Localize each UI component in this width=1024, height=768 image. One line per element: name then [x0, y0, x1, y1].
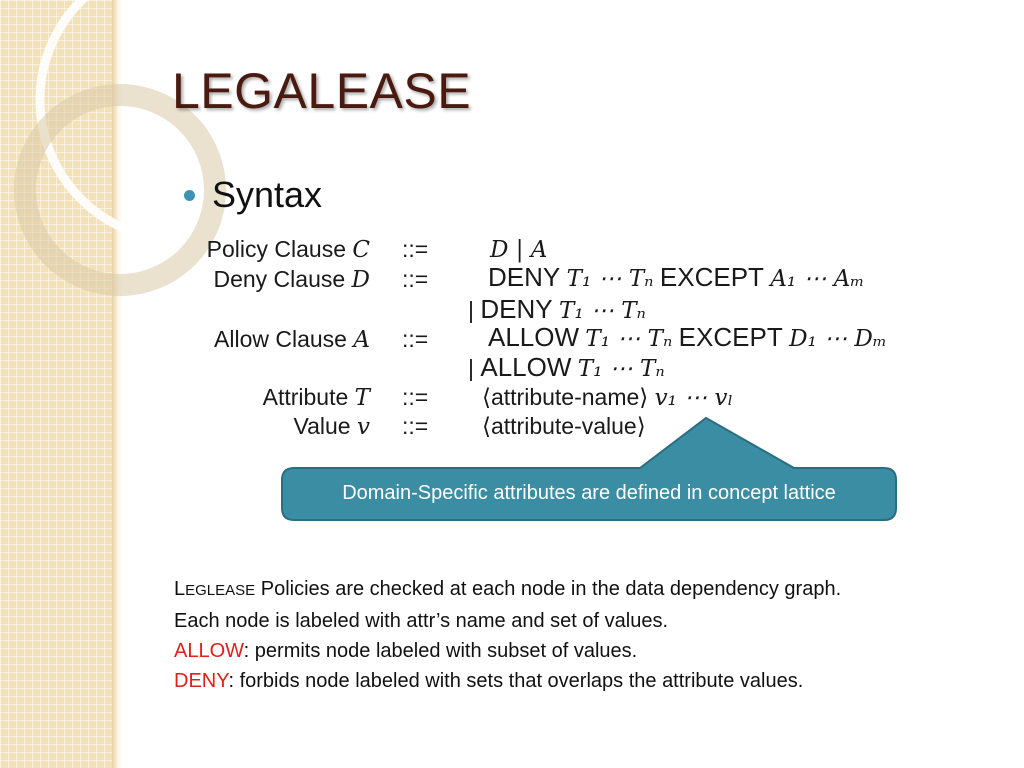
grammar-rhs-policy: D | A: [490, 237, 548, 263]
explanation-line-2: Each node is labeled with attr’s name and set of values.: [174, 610, 669, 632]
grammar-label-attribute: Attribute T: [262, 384, 370, 411]
grammar-label-allow: Allow Clause A: [214, 326, 370, 353]
grammar-op: ::=: [402, 326, 429, 352]
grammar-label-deny: Deny Clause D: [213, 266, 370, 293]
slide-title: LEGALEASE: [172, 63, 472, 119]
explanation-text: [174, 574, 994, 696]
grammar-rhs-value: ⟨attribute-value⟩: [482, 413, 646, 439]
callout-text: Domain-Specific attributes are defined in concept lattice: [342, 482, 836, 504]
explanation-line-3: ALLOW: permits node labeled with subset of values.: [174, 640, 638, 662]
explanation-line-1: LEGLEASE Policies are checked at each node in the data dependency graph.: [174, 578, 842, 600]
grammar-rhs-allow-alt: | ALLOW T₁ ⋯ Tₙ: [468, 352, 665, 382]
grammar-rhs-deny: DENY T₁ ⋯ Tₙ EXCEPT A₁ ⋯ Aₘ: [488, 262, 865, 292]
grammar-rhs-deny-alt: | DENY T₁ ⋯ Tₙ: [468, 294, 646, 324]
grammar-label-value: Value v: [293, 413, 370, 440]
grammar-op: ::=: [402, 266, 429, 292]
grammar-rhs-attribute: ⟨attribute-name⟩ v₁ ⋯ vₗ: [482, 384, 734, 411]
deny-keyword: DENY: [174, 670, 229, 692]
explanation-line-4: DENY: forbids node labeled with sets that overlaps the attribute values.: [174, 670, 804, 692]
grammar-rhs-allow: ALLOW T₁ ⋯ Tₙ EXCEPT D₁ ⋯ Dₘ: [488, 322, 887, 352]
bullet-text: Syntax: [212, 174, 323, 215]
grammar-op: ::=: [402, 236, 429, 262]
grammar-label-policy: Policy Clause C: [206, 236, 370, 263]
grammar-op: ::=: [402, 413, 429, 439]
allow-keyword: ALLOW: [174, 640, 244, 662]
grammar-op: ::=: [402, 384, 429, 410]
